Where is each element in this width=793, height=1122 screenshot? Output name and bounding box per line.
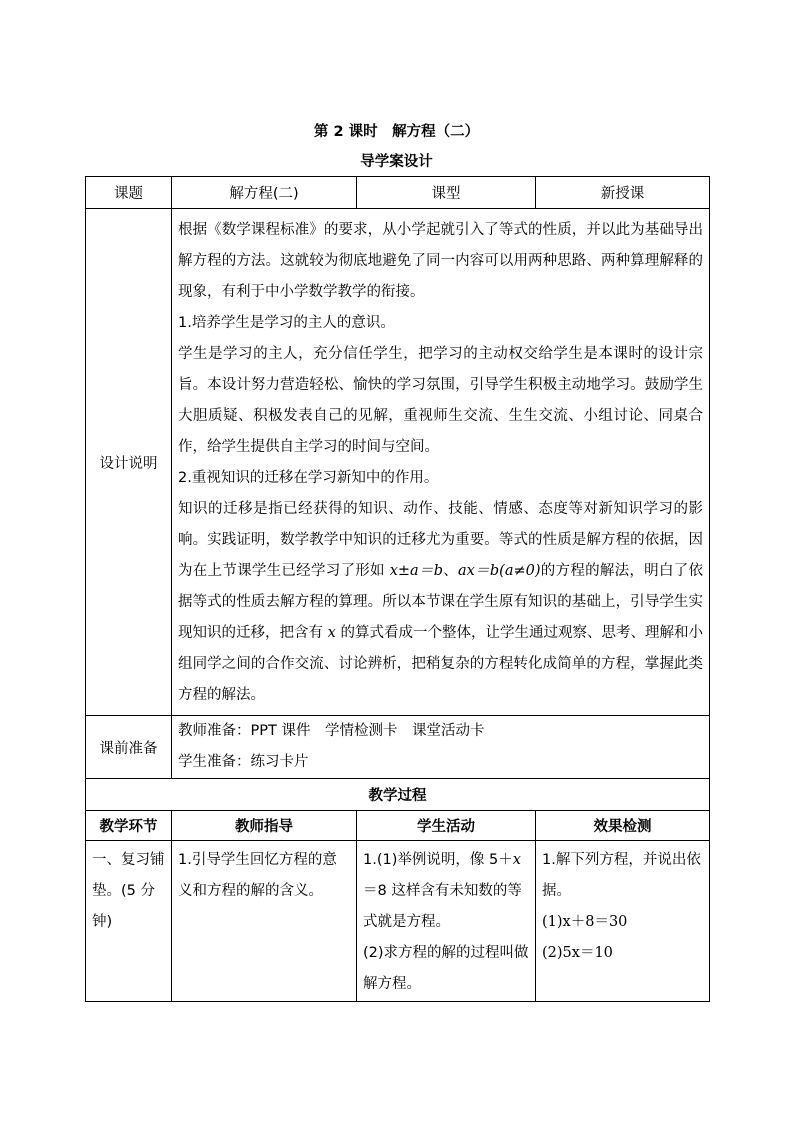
process-header: 教学过程 [86, 779, 710, 811]
step1-student [357, 841, 536, 1002]
lesson-subtitle: 导学案设计 [360, 154, 433, 170]
lesson-plan-table [85, 176, 710, 1002]
student-activity-1 [363, 845, 529, 938]
prep-label: 课前准备 [86, 716, 172, 779]
student-activity-2: (2)求方程的解的过程叫做解方程。 [363, 945, 529, 992]
topic-label: 课题 [86, 177, 172, 209]
type-value: 新授课 [536, 177, 710, 209]
design-text: 的方程的解法，明白了依据等式的性质去解方程的算理。所以本节课在学生原有知识的基础上，引导学生实现知识的迁移，把含有 [178, 563, 703, 641]
design-label: 设计说明 [86, 209, 172, 716]
check-equation-1: (1)x＋8＝30 [542, 914, 628, 930]
student-variable: x [512, 852, 521, 868]
design-heading: 2.重视知识的迁移在学习新知中的作用。 [178, 470, 439, 486]
type-label: 课型 [357, 177, 536, 209]
design-heading: 1.培养学生是学习的主人的意识。 [178, 315, 395, 331]
col-check: 效果检测 [536, 811, 710, 841]
design-text: 知识的迁移是指已经获得的知识、动作、技能、情感、态度等对新知识学习的影响。实践证明，数学教学中知识的迁移尤为重要。等式的性质是解方程的依据，因为在上节课学生已经学习了形如 [178, 501, 703, 579]
check-instruction: 1.解下列方程，并说出依据。 [542, 852, 701, 899]
topic-row [86, 177, 710, 209]
teacher-guidance: 1.引导学生回忆方程的意义和方程的解的含义。 [178, 852, 337, 899]
student-text: ＝8 这样含有未知数的等式就是方程。 [363, 883, 522, 930]
step1-row [86, 841, 710, 1002]
check-equation-2: (2)5x＝10 [542, 945, 613, 961]
step1-check [536, 841, 710, 1002]
design-description [172, 209, 710, 716]
prep-content [172, 716, 710, 779]
design-row [86, 209, 710, 716]
student-prep: 学生准备：练习卡片 [178, 754, 309, 770]
topic-value: 解方程(二) [172, 177, 357, 209]
design-paragraph: 根据《数学课程标准》的要求，从小学起就引入了等式的性质，并以此为基础导出解方程的方法。这就较为彻底地避免了同一内容可以用两种思路、两种算理解释的现象，有利于中小学数学教学的衔接。 [178, 222, 703, 300]
step1-stage [86, 841, 172, 1002]
design-text: 的算式看成一个整体，让学生通过观察、思考、理解和小组同学之间的合作交流、讨论辨析，把稍复杂的方程转化成简单的方程，掌握此类方程的解法。 [178, 625, 704, 703]
process-columns-row [86, 811, 710, 841]
design-formula: ax＝b(a≠0) [458, 563, 541, 579]
design-variable: x [327, 625, 336, 641]
prep-row [86, 716, 710, 779]
stage-text: 一、复习铺垫。(5 分钟) [92, 852, 165, 930]
design-paragraph [178, 494, 703, 711]
design-paragraph: 学生是学习的主人，充分信任学生，把学习的主动权交给学生是本课时的设计宗旨。本设计努力营造轻松、愉快的学习氛围，引导学生积极主动地学习。鼓励学生大胆质疑、积极发表自己的见解，重视师生交流、生生交流、小组讨论、同桌合作，给学生提供自主学习的时间与空间。 [178, 346, 703, 455]
design-text: 、 [442, 563, 459, 579]
student-text: 1.(1)举例说明，像 5＋ [363, 852, 513, 868]
step1-teacher [172, 841, 357, 1002]
col-student: 学生活动 [357, 811, 536, 841]
process-header-row [86, 779, 710, 811]
lesson-title: 第 2 课时 解方程（二） [313, 124, 480, 140]
col-teacher: 教师指导 [172, 811, 357, 841]
teacher-prep: 教师准备：PPT 课件 学情检测卡 课堂活动卡 [178, 723, 485, 739]
col-stage: 教学环节 [86, 811, 172, 841]
design-formula: x±a＝b [389, 563, 443, 579]
